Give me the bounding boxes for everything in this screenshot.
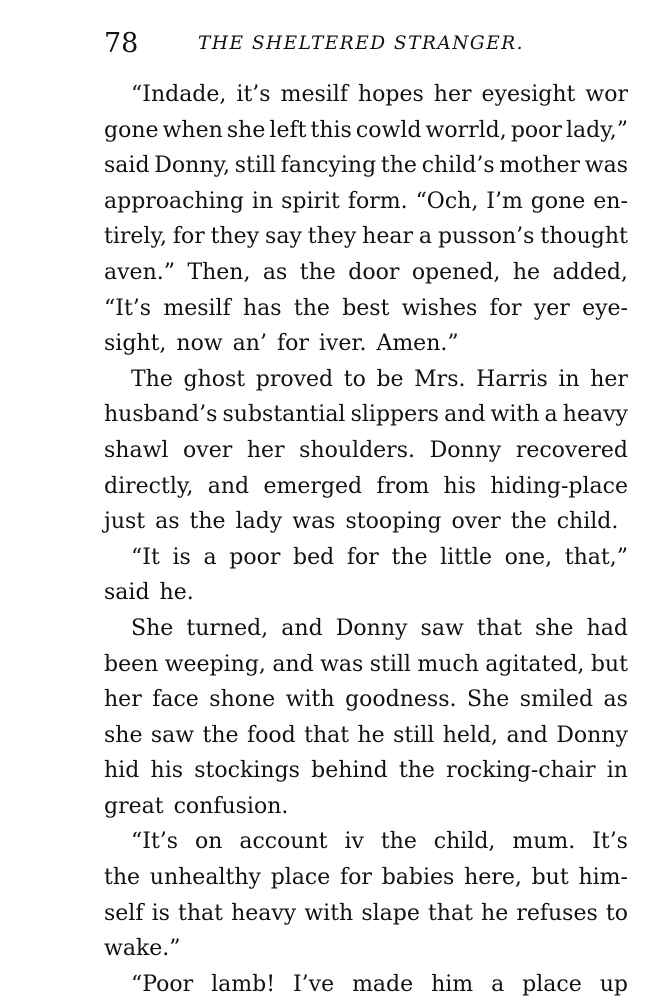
page-number: 78 <box>104 28 139 59</box>
text-line: “It’s on account iv the child, mum. It’s <box>131 829 628 855</box>
text-line: said he. <box>104 580 194 606</box>
text-line: self is that heavy with slape that he refuses to <box>104 900 628 926</box>
text-line: shawl over her shoulders. Donny recovered <box>104 437 628 463</box>
text-line: sight, now an’ for iver. Amen.” <box>104 331 459 357</box>
text-line: approaching in spirit form. “Och, I’m gone en- <box>104 188 628 214</box>
text-line: she saw the food that he still held, and Donny <box>104 722 628 748</box>
text-line: said Donny, still fancying the child’s mother was <box>104 153 628 179</box>
text-line: wake.” <box>104 936 181 962</box>
text-line: “It’s mesilf has the best wishes for yer eye- <box>104 295 628 321</box>
text-line: just as the lady was stooping over the child. <box>104 509 619 535</box>
text-line: the unhealthy place for babies here, but him- <box>104 865 628 891</box>
text-line: gone when she left this cowld worrld, poor lady,” <box>104 117 628 143</box>
text-line: “Poor lamb! I’ve made him a place up <box>131 971 628 997</box>
text-line: husband’s substantial slippers and with a heavy <box>104 402 628 428</box>
text-line: The ghost proved to be Mrs. Harris in her <box>131 366 628 392</box>
text-line: hid his stockings behind the rocking-chair in <box>104 758 628 784</box>
text-line: “Indade, it’s mesilf hopes her eyesight wor <box>131 82 628 107</box>
running-title: THE SHELTERED STRANGER. <box>198 33 525 54</box>
text-line: been weeping, and was still much agitated, but <box>104 651 628 677</box>
body-text <box>104 77 628 1002</box>
text-line: directly, and emerged from his hiding-place <box>104 473 628 499</box>
text-line: She turned, and Donny saw that she had <box>131 615 628 641</box>
text-line: her face shone with goodness. She smiled as <box>104 687 628 713</box>
text-line: tirely, for they say they hear a pusson’s thought <box>104 224 628 250</box>
page-header <box>104 24 630 64</box>
text-line: aven.” Then, as the door opened, he added, <box>104 259 628 285</box>
text-line: great confusion. <box>104 793 289 819</box>
text-line: “It is a poor bed for the little one, that,” <box>131 544 628 570</box>
